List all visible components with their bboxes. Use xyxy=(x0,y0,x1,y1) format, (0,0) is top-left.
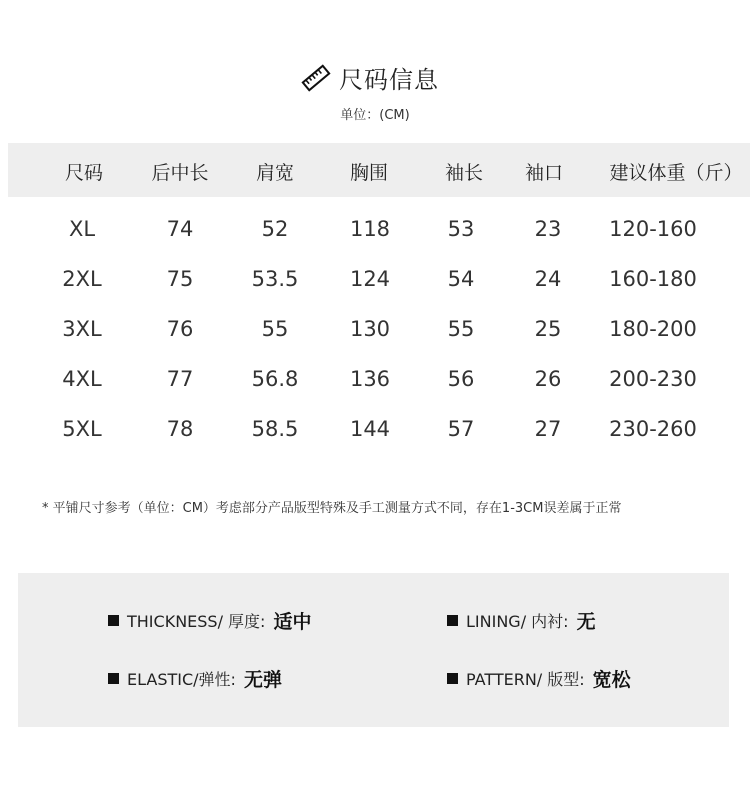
column-header: 后中长 xyxy=(151,162,209,184)
spec-value: 无弹 xyxy=(243,669,282,691)
table-row xyxy=(8,357,750,407)
column-header: 胸围 xyxy=(349,162,389,184)
table-cell: 136 xyxy=(349,367,391,391)
square-bullet-icon xyxy=(108,615,119,626)
spec-label: ELASTIC/弹性: xyxy=(127,670,236,689)
square-bullet-icon xyxy=(447,615,458,626)
spec-value: 宽松 xyxy=(592,669,631,691)
spec-elastic xyxy=(108,665,282,692)
table-row xyxy=(8,307,750,357)
column-header: 建议体重（斤） xyxy=(609,162,743,184)
table-cell: 77 xyxy=(166,367,194,391)
unit-label: 单位：(CM) xyxy=(340,108,410,123)
table-cell: 160-180 xyxy=(609,267,697,291)
spec-pattern xyxy=(447,665,631,692)
table-cell: 124 xyxy=(349,267,391,291)
table-cell: 200-230 xyxy=(609,367,697,391)
table-cell: 75 xyxy=(166,267,194,291)
table-cell: 54 xyxy=(447,267,475,291)
spec-label: PATTERN/ 版型: xyxy=(466,670,585,689)
title-row xyxy=(0,60,750,95)
table-row xyxy=(8,207,750,257)
table-cell: 53.5 xyxy=(251,267,299,291)
table-row xyxy=(8,257,750,307)
ruler-icon xyxy=(301,63,331,93)
spec-label: LINING/ 内衬: xyxy=(466,612,569,631)
table-header xyxy=(8,143,750,197)
table-cell: XL xyxy=(68,217,96,241)
table-cell: 26 xyxy=(534,367,562,391)
table-cell: 55 xyxy=(447,317,475,341)
size-table xyxy=(8,143,750,457)
table-cell: 56.8 xyxy=(251,367,299,391)
spec-lining xyxy=(447,607,596,634)
table-cell: 27 xyxy=(534,417,562,441)
table-cell: 3XL xyxy=(62,317,102,341)
table-cell: 2XL xyxy=(62,267,102,291)
table-cell: 24 xyxy=(534,267,562,291)
spec-value: 适中 xyxy=(273,611,312,633)
table-cell: 74 xyxy=(166,217,194,241)
table-body xyxy=(8,197,750,457)
table-cell: 52 xyxy=(261,217,289,241)
table-cell: 58.5 xyxy=(251,417,299,441)
spec-panel xyxy=(18,573,729,727)
table-cell: 56 xyxy=(447,367,475,391)
table-cell: 53 xyxy=(447,217,475,241)
column-header: 尺码 xyxy=(64,162,104,184)
table-cell: 130 xyxy=(349,317,391,341)
table-cell: 5XL xyxy=(62,417,102,441)
square-bullet-icon xyxy=(447,673,458,684)
column-header: 袖长 xyxy=(444,162,484,184)
table-cell: 120-160 xyxy=(609,217,697,241)
table-cell: 25 xyxy=(534,317,562,341)
page-title: 尺码信息 xyxy=(339,66,439,94)
table-row xyxy=(8,407,750,457)
measurement-note: * 平铺尺寸参考（单位：CM）考虑部分产品版型特殊及手工测量方式不同，存在1-3CM误差属于正常 xyxy=(42,501,622,516)
column-header: 肩宽 xyxy=(255,162,295,184)
spec-label: THICKNESS/ 厚度: xyxy=(127,612,266,631)
table-cell: 230-260 xyxy=(609,417,697,441)
table-cell: 78 xyxy=(166,417,194,441)
table-cell: 118 xyxy=(349,217,391,241)
table-cell: 23 xyxy=(534,217,562,241)
table-cell: 144 xyxy=(349,417,391,441)
table-cell: 76 xyxy=(166,317,194,341)
column-header: 袖口 xyxy=(524,162,564,184)
square-bullet-icon xyxy=(108,673,119,684)
table-cell: 180-200 xyxy=(609,317,697,341)
spec-value: 无 xyxy=(576,611,596,633)
table-cell: 57 xyxy=(447,417,475,441)
table-cell: 4XL xyxy=(62,367,102,391)
table-cell: 55 xyxy=(261,317,289,341)
spec-thickness xyxy=(108,607,311,634)
